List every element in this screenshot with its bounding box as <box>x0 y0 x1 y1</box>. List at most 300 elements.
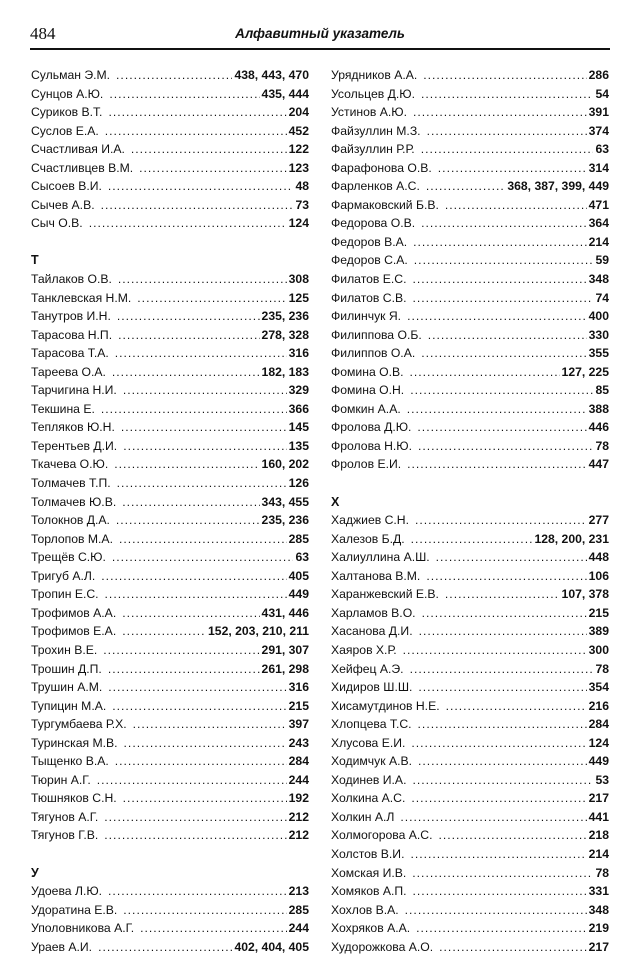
dot-leader <box>418 437 593 456</box>
index-entry <box>31 715 309 734</box>
index-entry <box>31 437 309 456</box>
dot-leader <box>421 140 594 159</box>
entry-pages: 212 <box>288 809 309 824</box>
entry-pages: 402, 404, 405 <box>234 939 309 954</box>
dot-leader <box>123 381 287 400</box>
entry-name: Тайлаков О.В. <box>31 272 112 287</box>
section-letter: У <box>31 865 39 880</box>
section-spacer <box>31 845 309 864</box>
dot-leader <box>413 233 587 252</box>
entry-name: Хидиров Ш.Ш. <box>331 680 413 695</box>
entry-name: Текшина Е. <box>31 401 95 416</box>
entry-pages: 214 <box>588 234 609 249</box>
dot-leader <box>103 641 259 660</box>
entry-pages: 124 <box>588 735 609 750</box>
entry-name: Харанжевский Е.В. <box>331 587 439 602</box>
dot-leader <box>438 159 587 178</box>
entry-pages: 78 <box>595 661 609 676</box>
index-entry <box>31 808 309 827</box>
entry-pages: 448 <box>588 550 609 565</box>
dot-leader <box>139 159 287 178</box>
index-entry <box>331 251 609 270</box>
entry-pages: 449 <box>288 587 309 602</box>
index-entry <box>331 789 609 808</box>
index-entry <box>331 641 609 660</box>
index-entry <box>331 660 609 679</box>
entry-name: Филиппов О.А. <box>331 346 416 361</box>
entry-name: Халтанова В.М. <box>331 568 421 583</box>
dot-leader <box>108 177 294 196</box>
entry-pages: 215 <box>588 605 609 620</box>
dot-leader <box>122 604 259 623</box>
entry-pages: 438, 443, 470 <box>234 68 309 82</box>
entry-name: Торлопов М.А. <box>31 531 113 546</box>
entry-name: Туринская М.В. <box>31 735 118 750</box>
index-entry <box>331 289 609 308</box>
running-header <box>30 26 610 50</box>
index-column-right <box>331 66 609 956</box>
dot-leader <box>133 715 287 734</box>
dot-leader <box>416 919 587 938</box>
dot-leader <box>137 289 286 308</box>
entry-pages: 125 <box>288 290 309 305</box>
entry-pages: 145 <box>288 420 309 435</box>
index-entry <box>331 808 609 827</box>
index-entry <box>31 122 309 141</box>
dot-leader <box>413 882 587 901</box>
entry-name: Тропин Е.С. <box>31 587 99 602</box>
dot-leader <box>118 326 259 345</box>
dot-leader <box>407 307 587 326</box>
entry-name: Ткачева О.Ю. <box>31 457 109 472</box>
entry-pages: 348 <box>588 272 609 287</box>
index-entry <box>31 789 309 808</box>
index-entry <box>31 771 309 790</box>
entry-pages: 219 <box>588 921 609 936</box>
entry-name: Трушин А.М. <box>31 680 103 695</box>
entry-name: Холкин А.Л <box>331 809 395 824</box>
entry-pages: 364 <box>588 216 609 231</box>
entry-name: Сунцов А.Ю. <box>31 86 104 101</box>
entry-pages: 329 <box>288 383 309 398</box>
entry-name: Счастливая И.А. <box>31 142 125 157</box>
entry-pages: 300 <box>588 642 609 657</box>
entry-pages: 244 <box>288 921 309 936</box>
entry-pages: 214 <box>588 846 609 861</box>
index-entry <box>31 66 309 85</box>
dot-leader <box>123 901 286 920</box>
index-entry <box>331 270 609 289</box>
dot-leader <box>446 697 587 716</box>
entry-pages: 218 <box>588 828 609 843</box>
dot-leader <box>412 289 593 308</box>
entry-name: Суриков В.Т. <box>31 105 103 120</box>
index-entry <box>331 771 609 790</box>
entry-pages: 107, 378 <box>561 587 609 602</box>
dot-leader <box>112 697 286 716</box>
section-letter: Х <box>331 494 340 509</box>
entry-pages: 278, 328 <box>261 327 309 342</box>
entry-name: Сульман Э.М. <box>31 68 111 82</box>
entry-pages: 85 <box>595 383 609 398</box>
dot-leader <box>421 214 587 233</box>
entry-pages: 124 <box>288 216 309 231</box>
entry-name: Фарафонова О.В. <box>331 160 432 175</box>
dot-leader <box>131 140 287 159</box>
section-spacer <box>331 474 609 493</box>
index-entry <box>31 307 309 326</box>
dot-leader <box>439 826 587 845</box>
index-entry <box>331 864 609 883</box>
entry-name: Харламов В.О. <box>331 605 416 620</box>
index-entry <box>31 919 309 938</box>
dot-leader <box>439 938 587 957</box>
index-entry <box>31 418 309 437</box>
entry-name: Тарчигина Н.И. <box>31 383 117 398</box>
dot-leader <box>411 530 533 549</box>
entry-name: Тригуб А.Л. <box>31 568 96 583</box>
dot-leader <box>123 789 287 808</box>
entry-name: Худорожкова А.О. <box>331 939 434 954</box>
entry-pages: 182, 183 <box>261 364 309 379</box>
entry-pages: 374 <box>588 123 609 138</box>
dot-leader <box>407 400 587 419</box>
entry-name: Удоева Л.Ю. <box>31 884 103 899</box>
dot-leader <box>140 919 287 938</box>
dot-leader <box>411 789 586 808</box>
entry-pages: 53 <box>595 772 609 787</box>
entry-pages: 343, 455 <box>261 494 309 509</box>
index-entry <box>331 159 609 178</box>
index-entry <box>31 697 309 716</box>
dot-leader <box>104 808 286 827</box>
entry-pages: 73 <box>295 197 309 212</box>
dot-leader <box>101 196 294 215</box>
dot-leader <box>423 66 586 85</box>
index-entry <box>331 196 609 215</box>
entry-pages: 217 <box>588 791 609 806</box>
entry-name: Холстов В.И. <box>331 846 405 861</box>
entry-name: Трещёв С.Ю. <box>31 550 106 565</box>
index-entry <box>331 66 609 85</box>
entry-name: Ходинев И.А. <box>331 772 407 787</box>
entry-name: Трохин В.Е. <box>31 642 98 657</box>
dot-leader <box>108 660 260 679</box>
dot-leader <box>109 85 259 104</box>
entry-name: Устинов А.Ю. <box>331 105 407 120</box>
entry-name: Тыщенко В.А. <box>31 754 109 769</box>
dot-leader <box>116 66 232 85</box>
entry-pages: 216 <box>588 698 609 713</box>
entry-pages: 449 <box>588 754 609 769</box>
dot-leader <box>117 307 260 326</box>
entry-name: Сычев А.В. <box>31 197 95 212</box>
dot-leader <box>122 493 259 512</box>
section-letter: Т <box>31 253 39 268</box>
index-entry <box>31 567 309 586</box>
entry-name: Трошин Д.П. <box>31 661 102 676</box>
dot-leader <box>414 251 594 270</box>
entry-pages: 435, 444 <box>261 86 309 101</box>
index-entry <box>331 400 609 419</box>
dot-leader <box>122 622 206 641</box>
entry-pages: 261, 298 <box>261 661 309 676</box>
entry-pages: 213 <box>288 884 309 899</box>
index-entry <box>31 548 309 567</box>
entry-name: Фармаковский Б.В. <box>331 197 439 212</box>
entry-name: Ураев А.И. <box>31 939 93 954</box>
dot-leader <box>445 585 560 604</box>
entry-pages: 291, 307 <box>261 642 309 657</box>
dot-leader <box>418 678 586 697</box>
entry-pages: 215 <box>288 698 309 713</box>
dot-leader <box>415 511 587 530</box>
entry-pages: 441 <box>588 809 609 824</box>
index-entry <box>331 715 609 734</box>
index-entry <box>31 140 309 159</box>
index-entry <box>331 214 609 233</box>
dot-leader <box>426 567 586 586</box>
index-entry <box>331 752 609 771</box>
entry-pages: 391 <box>588 105 609 120</box>
entry-name: Файзуллин Р.Р. <box>331 142 415 157</box>
dot-leader <box>405 901 587 920</box>
entry-pages: 308 <box>288 272 309 287</box>
index-entry <box>331 826 609 845</box>
index-entry <box>331 418 609 437</box>
index-entry <box>331 140 609 159</box>
dot-leader <box>421 85 593 104</box>
index-entry <box>331 122 609 141</box>
entry-pages: 123 <box>288 160 309 175</box>
entry-pages: 405 <box>288 568 309 583</box>
dot-leader <box>445 196 587 215</box>
entry-pages: 397 <box>288 717 309 732</box>
index-entry <box>331 622 609 641</box>
entry-pages: 217 <box>588 939 609 954</box>
entry-pages: 122 <box>288 142 309 157</box>
entry-name: Хисамутдинов Н.Е. <box>331 698 440 713</box>
index-entry <box>331 326 609 345</box>
index-entry <box>31 901 309 920</box>
dot-leader <box>108 882 287 901</box>
dot-leader <box>410 363 560 382</box>
entry-name: Хасанова Д.И. <box>331 624 413 639</box>
entry-pages: 284 <box>588 717 609 732</box>
index-entry <box>331 678 609 697</box>
dot-leader <box>116 511 260 530</box>
entry-name: Толмачев Ю.В. <box>31 494 117 509</box>
entry-name: Халиуллина А.Ш. <box>331 550 430 565</box>
entry-pages: 348 <box>588 902 609 917</box>
index-entry <box>31 511 309 530</box>
entry-name: Хомяков А.П. <box>331 884 407 899</box>
entry-name: Филатов С.В. <box>331 290 407 305</box>
dot-leader <box>411 734 586 753</box>
index-entry <box>331 85 609 104</box>
entry-pages: 316 <box>288 346 309 361</box>
entry-name: Хейфец А.Э. <box>331 661 404 676</box>
index-entry <box>331 530 609 549</box>
entry-name: Фомина О.В. <box>331 364 404 379</box>
entry-name: Терентьев Д.И. <box>31 438 118 453</box>
index-entry <box>31 103 309 122</box>
entry-name: Тупицин М.А. <box>31 698 107 713</box>
entry-pages: 152, 203, 210, 211 <box>208 624 309 639</box>
index-entry <box>31 474 309 493</box>
dot-leader <box>108 103 286 122</box>
index-entry <box>31 530 309 549</box>
entry-name: Фролов Е.И. <box>331 457 402 472</box>
index-entry <box>331 901 609 920</box>
entry-pages: 78 <box>595 865 609 880</box>
entry-name: Трофимов А.А. <box>31 605 117 620</box>
index-entry <box>331 363 609 382</box>
index-entry <box>331 604 609 623</box>
index-entry <box>331 103 609 122</box>
entry-pages: 63 <box>295 550 309 565</box>
entry-pages: 389 <box>588 624 609 639</box>
entry-name: Трофимов Е.А. <box>31 624 117 639</box>
index-entry <box>31 493 309 512</box>
dot-leader <box>112 363 260 382</box>
dot-leader <box>410 381 593 400</box>
dot-leader <box>123 437 286 456</box>
entry-name: Хлопцева Т.С. <box>331 717 412 732</box>
dot-leader <box>419 622 587 641</box>
dot-leader <box>428 326 587 345</box>
entry-name: Тарасова Н.П. <box>31 327 113 342</box>
entry-name: Фомкин А.А. <box>331 401 401 416</box>
entry-pages: 285 <box>288 531 309 546</box>
index-entry <box>331 548 609 567</box>
entry-name: Тарасова Т.А. <box>31 346 109 361</box>
index-entry <box>31 344 309 363</box>
index-entry <box>331 177 609 196</box>
index-entry <box>31 85 309 104</box>
entry-name: Толмачев Т.П. <box>31 476 111 491</box>
entry-name: Файзуллин М.З. <box>331 123 421 138</box>
entry-pages: 48 <box>295 179 309 194</box>
entry-pages: 106 <box>588 568 609 583</box>
dot-leader <box>117 474 287 493</box>
entry-pages: 204 <box>288 105 309 120</box>
entry-name: Суслов Е.А. <box>31 123 99 138</box>
index-entry <box>31 363 309 382</box>
index-entry <box>31 381 309 400</box>
index-entry <box>31 585 309 604</box>
dot-leader <box>118 270 287 289</box>
entry-pages: 277 <box>588 513 609 528</box>
index-entry <box>31 678 309 697</box>
index-entry <box>31 604 309 623</box>
entry-name: Холмогорова А.С. <box>331 828 433 843</box>
entry-name: Фарленков А.С. <box>331 179 420 194</box>
entry-pages: 400 <box>588 309 609 324</box>
index-entry <box>31 622 309 641</box>
entry-pages: 126 <box>288 476 309 491</box>
entry-pages: 235, 236 <box>261 309 309 324</box>
entry-pages: 330 <box>588 327 609 342</box>
index-entry <box>331 344 609 363</box>
entry-name: Хлусова Е.И. <box>331 735 406 750</box>
index-entry <box>31 159 309 178</box>
dot-leader <box>97 771 287 790</box>
index-entry <box>31 326 309 345</box>
entry-name: Филатов Е.С. <box>331 272 407 287</box>
entry-pages: 331 <box>588 884 609 899</box>
entry-name: Филинчук Я. <box>331 309 402 324</box>
entry-name: Тягунов А.Г. <box>31 809 99 824</box>
entry-pages: 135 <box>288 438 309 453</box>
entry-pages: 286 <box>588 68 609 82</box>
dot-leader <box>101 567 286 586</box>
index-entry <box>331 734 609 753</box>
entry-name: Фролова Д.Ю. <box>331 420 412 435</box>
dot-leader <box>418 715 587 734</box>
index-entry <box>31 270 309 289</box>
index-entry <box>331 307 609 326</box>
entry-pages: 368, 387, 399, 449 <box>507 179 609 194</box>
dot-leader <box>412 771 593 790</box>
entry-pages: 63 <box>595 142 609 157</box>
index-entry <box>31 400 309 419</box>
index-entry <box>331 511 609 530</box>
dot-leader <box>400 808 586 827</box>
dot-leader <box>417 418 586 437</box>
entry-name: Федорова О.В. <box>331 216 416 231</box>
index-entry <box>31 196 309 215</box>
entry-name: Урядников А.А. <box>331 68 418 82</box>
entry-pages: 285 <box>288 902 309 917</box>
dot-leader <box>403 641 587 660</box>
dot-leader <box>427 122 587 141</box>
dot-leader <box>407 455 587 474</box>
dot-leader <box>421 344 586 363</box>
entry-name: Танклевская Н.М. <box>31 290 132 305</box>
dot-leader <box>104 826 286 845</box>
entry-pages: 355 <box>588 346 609 361</box>
dot-leader <box>422 604 587 623</box>
index-entry <box>331 882 609 901</box>
entry-pages: 452 <box>288 123 309 138</box>
running-title: Алфавитный указатель <box>235 26 405 41</box>
dot-leader <box>436 548 587 567</box>
entry-name: Тепляков Ю.Н. <box>31 420 115 435</box>
entry-pages: 54 <box>595 86 609 101</box>
entry-name: Сыч О.В. <box>31 216 83 231</box>
dot-leader <box>418 752 587 771</box>
entry-pages: 354 <box>588 680 609 695</box>
entry-name: Фролова Н.Ю. <box>331 438 412 453</box>
dot-leader <box>98 938 232 957</box>
dot-leader <box>410 660 594 679</box>
entry-name: Тургумбаева Р.Х. <box>31 717 127 732</box>
dot-leader <box>89 214 287 233</box>
index-entry <box>31 938 309 957</box>
dot-leader <box>412 270 586 289</box>
entry-name: Хохлов В.А. <box>331 902 399 917</box>
entry-pages: 366 <box>288 401 309 416</box>
index-column-left <box>31 66 309 956</box>
entry-name: Толокнов Д.А. <box>31 513 110 528</box>
index-entry <box>331 938 609 957</box>
index-entry <box>31 289 309 308</box>
entry-pages: 59 <box>595 253 609 268</box>
entry-pages: 314 <box>588 160 609 175</box>
index-entry <box>31 882 309 901</box>
entry-pages: 431, 446 <box>261 605 309 620</box>
